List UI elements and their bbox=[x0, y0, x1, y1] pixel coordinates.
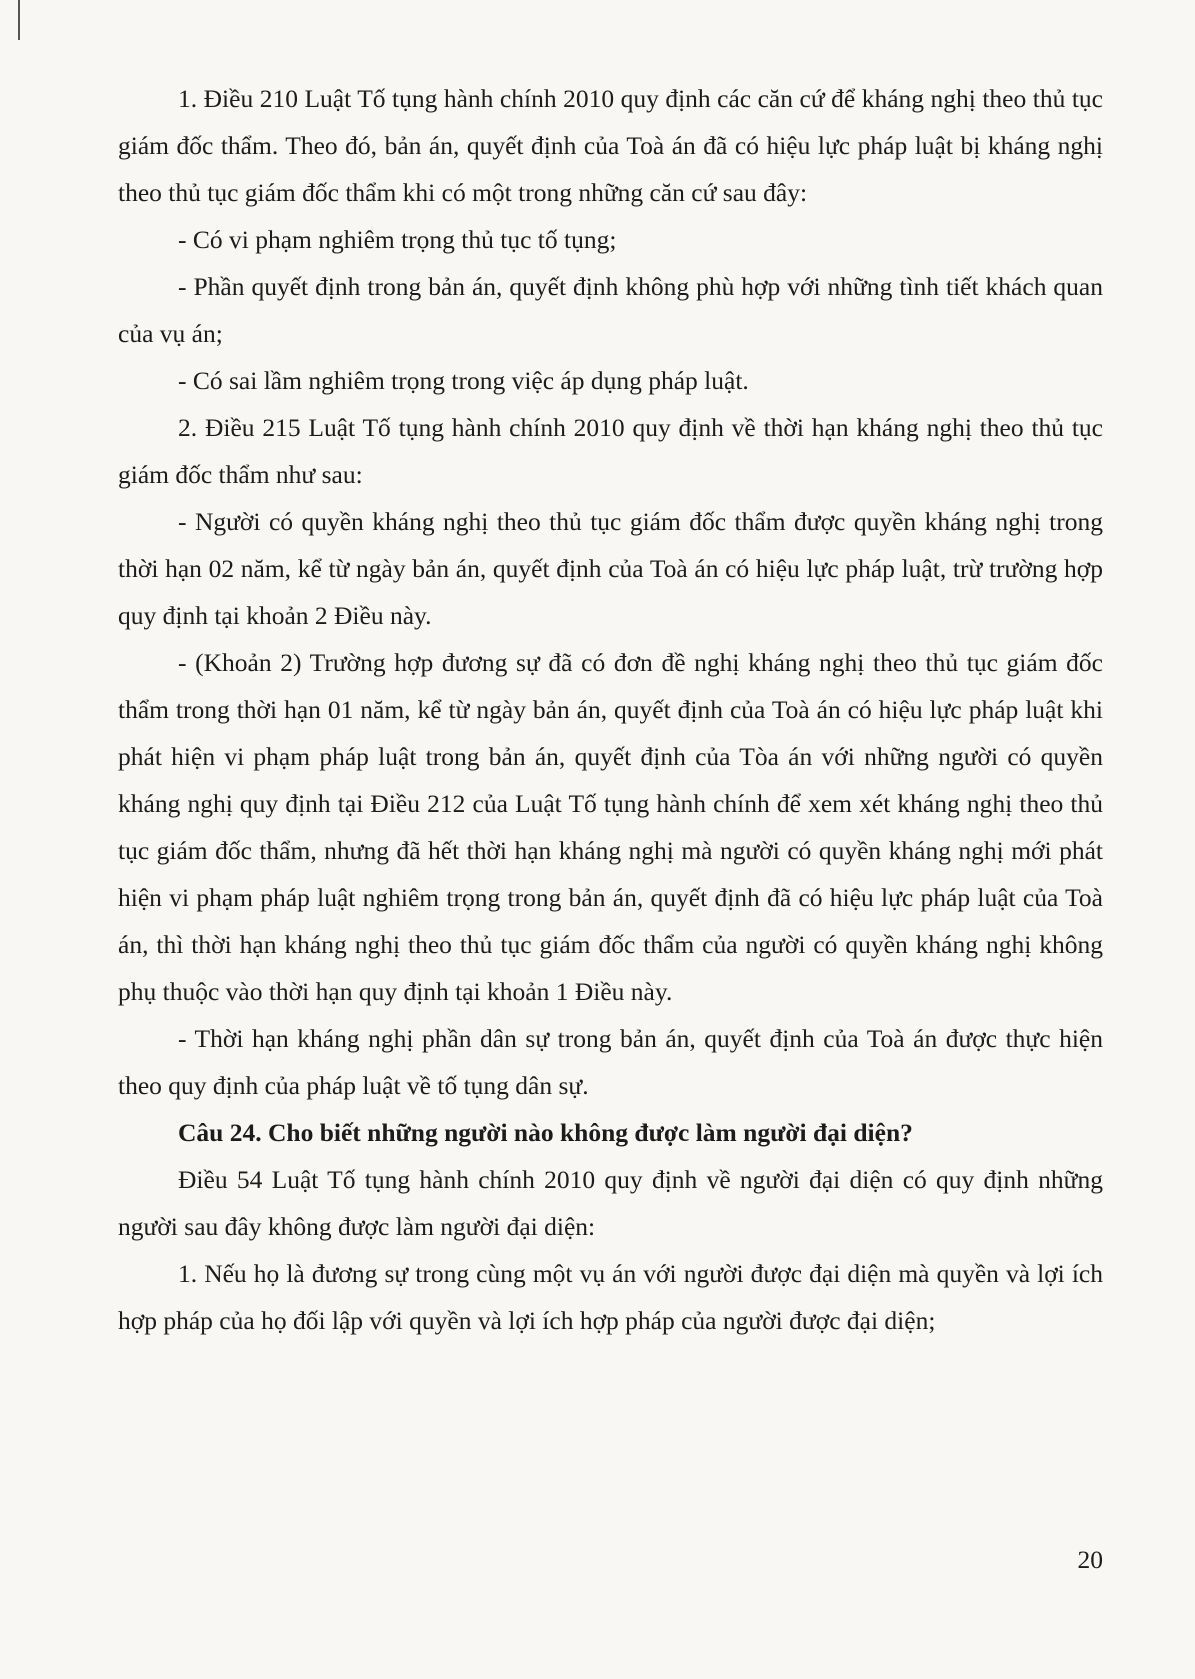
bullet-decision-mismatch: - Phần quyết định trong bản án, quyết định không phù hợp với những tình tiết khách quan của vụ án; bbox=[118, 272, 1103, 348]
scan-edge-mark bbox=[18, 0, 20, 40]
bullet-clause-2: - (Khoản 2) Trường hợp đương sự đã có đơn đề nghị kháng nghị theo thủ tục giám đốc thẩm trong thời hạn 01 năm, kể từ ngày bản án, quyết định của Toà án có hiệu lực pháp luật khi phát hiện vi phạm pháp luật trong bản án, quyết định của Tòa án với những người có quyền kháng nghị quy định tại Điều 212 của Luật Tố tụng hành chính để xem xét kháng nghị theo thủ tục giám đốc thẩm, nhưng đã hết thời hạn kháng nghị mà người có quyền kháng nghị mới phát hiện vi phạm pháp luật nghiêm trọng trong bản án, quyết định đã có hiệu lực pháp luật của Toà án, thì thời hạn kháng nghị theo thủ tục giám đốc thẩm của người có quyền kháng nghị không phụ thuộc vào thời hạn quy định tại khoản 1 Điều này. bbox=[118, 648, 1103, 1006]
paragraph-article-54: Điều 54 Luật Tố tụng hành chính 2010 quy định về người đại diện có quy định những người sau đây không được làm người đại diện: bbox=[118, 1165, 1103, 1241]
paragraph-article-215: 2. Điều 215 Luật Tố tụng hành chính 2010 quy định về thời hạn kháng nghị theo thủ tục giám đốc thẩm như sau: bbox=[118, 413, 1103, 489]
item-conflict-of-interest: 1. Nếu họ là đương sự trong cùng một vụ án với người được đại diện mà quyền và lợi ích hợp pháp của họ đối lập với quyền và lợi ích hợp pháp của người được đại diện; bbox=[118, 1259, 1103, 1335]
question-24-heading: Câu 24. Cho biết những người nào không được làm người đại diện? bbox=[178, 1118, 913, 1147]
bullet-procedural-violation: - Có vi phạm nghiêm trọng thủ tục tố tụng; bbox=[178, 225, 617, 254]
page-number: 20 bbox=[1077, 1545, 1103, 1574]
bullet-civil-part: - Thời hạn kháng nghị phần dân sự trong bản án, quyết định của Toà án được thực hiện theo quy định của pháp luật về tố tụng dân sự. bbox=[118, 1024, 1103, 1100]
bullet-law-application-error: - Có sai lầm nghiêm trọng trong việc áp dụng pháp luật. bbox=[178, 366, 749, 395]
paragraph-article-210: 1. Điều 210 Luật Tố tụng hành chính 2010 quy định các căn cứ để kháng nghị theo thủ tục giám đốc thẩm. Theo đó, bản án, quyết định của Toà án đã có hiệu lực pháp luật bị kháng nghị theo thủ tục giám đốc thẩm khi có một trong những căn cứ sau đây: bbox=[118, 84, 1103, 207]
bullet-two-year-limit: - Người có quyền kháng nghị theo thủ tục giám đốc thẩm được quyền kháng nghị trong thời hạn 02 năm, kể từ ngày bản án, quyết định của Toà án có hiệu lực pháp luật, trừ trường hợp quy định tại khoản 2 Điều này. bbox=[118, 507, 1103, 630]
document-body bbox=[118, 75, 1103, 1344]
